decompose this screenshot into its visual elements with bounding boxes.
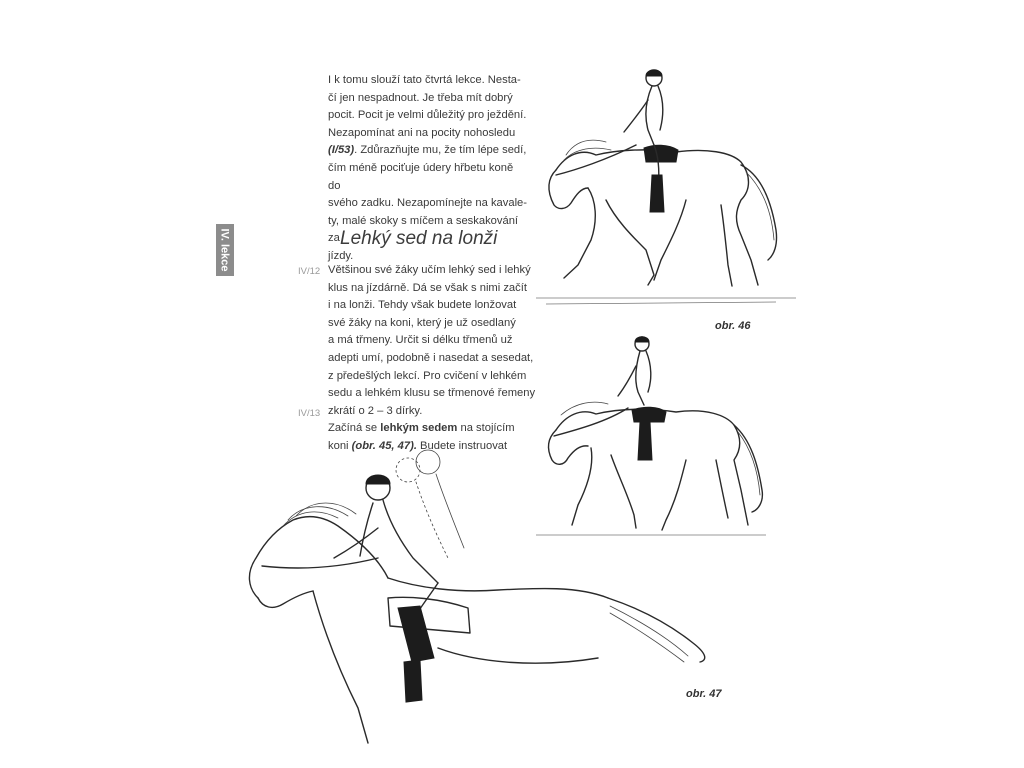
intro-line-ref [328,142,528,160]
margin-marker: IV/13 [298,408,321,419]
body-text-run: na stojícím [457,422,515,435]
margin-marker: IV/12 [298,266,321,277]
horse-drawing [249,503,704,743]
body-line: klus na jízdárně. Dá se však s nimi začít [328,281,527,294]
rider-drawing [618,337,652,460]
horse-drawing [549,140,777,286]
body-line [328,420,538,438]
figure-reference: (obr. 45, 47). [351,439,417,452]
body-text-run: koni [328,439,352,452]
body-paragraph [328,262,538,456]
intro-ref: (I/53) [328,144,355,157]
intro-line: čím méně pociťuje údery hřbetu koně do [328,161,514,192]
body-line: Většinou své žáky učím lehký sed i lehký [328,264,531,276]
body-line: i na lonži. Tehdy však budete lonžovat [328,299,517,312]
chapter-side-tab-label: IV. lekce [219,228,231,272]
rider-drawing [624,70,664,212]
intro-line: pocit. Pocit je velmi důležitý pro ježdění. [328,109,527,122]
intro-line: I k tomu slouží tato čtvrtá lekce. Nesta- [328,74,521,86]
illustration-fig47 [238,448,718,748]
ground-line [546,302,776,304]
body-line: a má třmeny. Určit si délku třmenů už [328,334,513,347]
rider-drawing [334,450,464,702]
body-line: své žáky na koni, který je už osedlaný [328,316,516,329]
chapter-side-tab [216,224,234,276]
figure-caption-47: obr. 47 [686,688,722,700]
intro-line: Nezapomínat ani na pocity nohosledu [328,126,516,139]
body-line: adepti umí, podobně i nasedat a sesedat, [328,351,534,364]
body-text-run: Začíná se [328,422,381,435]
illustration-fig46 [536,60,806,310]
body-text-run: Budete instruovat [416,439,508,452]
body-line: z předešlých lekcí. Pro cvičení v lehkém [328,369,527,382]
intro-line: jízdy. [328,249,354,262]
body-line: sedu a lehkém klusu se třmenové řemeny [328,387,536,400]
section-heading: Lehký sed na lonži [340,228,498,249]
intro-line: čí jen nespadnout. Je třeba mít dobrý [328,91,513,104]
intro-line: svého zadku. Nezapomínejte na kavale- [328,197,528,210]
body-line: zkrátí o 2 – 3 dírky. [328,404,423,417]
figure-caption-46: obr. 46 [715,320,751,332]
intro-line-rest: . Zdůrazňujte mu, že tím lépe sedí, [354,144,527,157]
body-bold-term: lehkým sedem [380,422,458,435]
intro-line: ty, malé skoky s míčem a seskakování za [328,214,519,245]
